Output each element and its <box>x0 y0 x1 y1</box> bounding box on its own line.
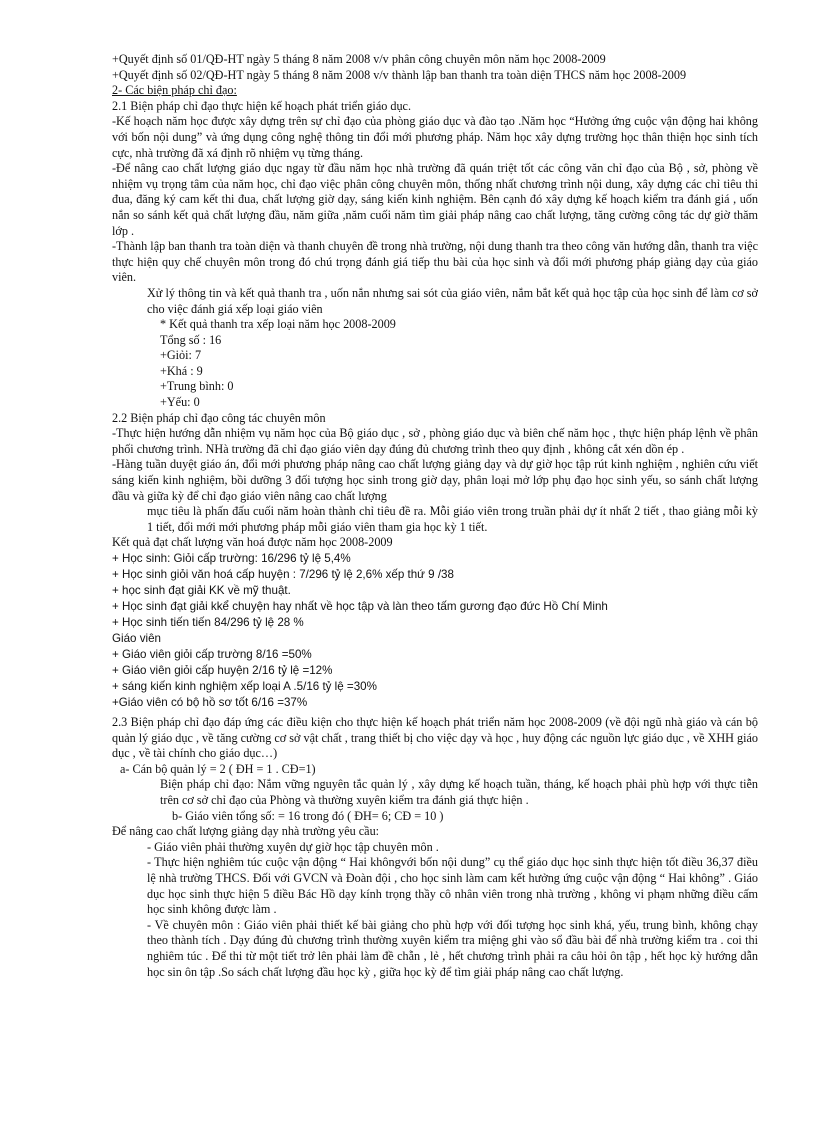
result-item: + Học sinh: Giỏi cấp trường: 16/296 tỷ lệ 5,4% <box>112 552 351 565</box>
inspection-average: +Trung bình: 0 <box>160 379 234 394</box>
paragraph-18: mục tiêu là phấn đấu cuối năm hoàn thành chỉ tiêu đề ra. Mỗi giáo viên trong truần phải dự ít nhất 2 tiết , thao giảng mỗi kỳ 1 tiết, đổi mới mới phương pháp mỗi giáo viên tham gia học kỳ 1 tiết. <box>147 504 758 534</box>
paragraph-16: -Thực hiện hướng dẫn nhiệm vụ năm học của Bộ giáo dục , sở , phòng giáo dục và biên chế năm học , thực hiện pháp lệnh về phân phối chương trình. NHà trường đã chỉ đạo giáo viên dạy đúng đủ chương trình theo quy định , không cắt xén dồn ép . <box>112 426 758 456</box>
paragraph-5: -Kế hoạch năm học được xây dựng trên sự chỉ đạo của phòng giáo dục và đào tạo .Năm học “Hưởng ứng cuộc vận động hai không với bốn nội dung” và ứng dụng công nghệ thông tin đổi mới phương pháp. Năm học xây dựng trường học thân thiện học sinh tích cực, nhà trường đã xá định rõ nhiệm vụ từng tháng. <box>112 114 758 160</box>
teacher-results-title: Giáo viên <box>112 632 161 645</box>
paragraph-35: - Giáo viên phải thường xuyên dự giờ học tập chuyên môn . <box>147 839 439 854</box>
results-title: Kết quả đạt chất lượng văn hoá được năm học 2008-2009 <box>112 535 393 550</box>
result-item: + Học sinh tiến tiến 84/296 tỷ lệ 28 % <box>112 616 304 629</box>
section-heading: 2- Các biện pháp chỉ đạo: <box>112 83 237 98</box>
staff-managers: a- Cán bộ quản lý = 2 ( ĐH = 1 . CĐ=1) <box>120 761 316 776</box>
subsection-heading: 2.1 Biện pháp chỉ đạo thực hiện kế hoạch phát triển giáo dục. <box>112 98 412 113</box>
staff-teachers: b- Giáo viên tổng số: = 16 trong đó ( ĐH= 6; CĐ = 10 ) <box>172 808 444 823</box>
result-item: + học sinh đạt giải KK về mỹ thuật. <box>112 584 291 597</box>
paragraph-32: Biện pháp chỉ đạo: Nắm vững nguyên tắc quản lý , xây dựng kế hoạch tuần, tháng, kế hoạch phải phù hợp với thực tiễn trên cơ sở chỉ đạo của Phòng và thường xuyên kiểm tra đánh giá thực hiện . <box>160 777 758 807</box>
result-item: + Học sinh giỏi văn hoá cấp huyện : 7/296 tỷ lệ 2,6% xếp thứ 9 /38 <box>112 568 454 581</box>
paragraph-37: - Về chuyên môn : Giáo viên phải thiết kế bài giảng cho phù hợp với đối tượng học sinh khá, yếu, trung bình, không chạy theo thành tích . Dạy đúng đủ chương trình thường xuyên kiểm tra miệng ghi vào sổ đầu bài để nhà trường kiểm tra . coi thi nghiêm túc . Để thi từ một tiết trở lên phải làm đề chẵn , lẻ , hết chương trình phải ra câu hỏi ôn tập , hết học kỳ hướng dẫn học sin ôn tập .So sách chất lượng đầu học kỳ , giữa học kỳ để tìm giải pháp nâng cao chất lượng. <box>147 917 758 979</box>
inspection-good: +Giỏi: 7 <box>160 348 202 363</box>
inspection-result-title: * Kết quả thanh tra xếp loại năm học 2008-2009 <box>160 317 396 332</box>
result-item: + Học sinh đạt giải kkể chuyện hay nhất về học tập và làn theo tấm gương đạo đức Hồ Chí Minh <box>112 600 608 613</box>
inspection-total: Tổng số : 16 <box>160 332 222 347</box>
paragraph-6: -Để nâng cao chất lượng giáo dục ngay từ đầu năm học nhà trường đã quán triệt tốt các công văn chỉ đạo của Bộ , sở, phòng về nhiệm vụ trọng tâm của năm học, chỉ đạo việc phân công chuyên môn, thống nhất chương trình nội dung, xây dựng các chỉ tiêu thi đua, đăng ký cam kết thi đua, chất lượng giờ dạy, sáng kiến kinh nghiệm. Bên cạnh đó xây dựng kế hoạch kiểm tra đánh giá , uốn nắn so sánh kết quả chất lượng đầu, năm giữa ,năm cuối năm tìm giải pháp nâng cao chất lượng, tăng cường công tác dự giờ thăm lớp . <box>112 161 758 238</box>
result-item: + Giáo viên giỏi cấp huyện 2/16 tỷ lệ =12% <box>112 664 333 677</box>
result-item: +Giáo viên có bộ hồ sơ tốt 6/16 =37% <box>112 696 308 709</box>
paragraph-2: +Quyết định số 02/QĐ-HT ngày 5 tháng 8 năm 2008 v/v thành lập ban thanh tra toàn diện THCS năm học 2008-2009 <box>112 67 687 82</box>
subsection-heading: 2.2 Biện pháp chỉ đạo công tác chuyên môn <box>112 410 326 425</box>
paragraph-36: - Thực hiện nghiêm túc cuộc vận động “ Hai khôngvới bốn nội dung” cụ thể giáo dục học sinh thực hiện tốt điều 36,37 điều lệ nhà trường THCS. Đối với GVCN và Đoàn đội , cho học sinh làm cam kết hưởng ứng cuộc vận động “ Hai không” . Giáo dục học sinh thực hiện 5 điều Bác Hồ dạy kính trọng thầy cô nhân viên trong nhà trường , không vi phạm những điều cấm học sinh không được làm . <box>147 855 758 917</box>
subsection-heading: 2.3 Biện pháp chỉ đạo đáp ứng các điều kiện cho thực hiện kế hoạch phát triển năm học 2008-2009 (về đội ngũ nhà giáo và cán bộ quản lý giáo dục , về tăng cường cơ sở vật chất , trang thiết bị cho việc dạy và học , huy động các nguồn lực giáo dục , về XHH giáo dục , về tài chính cho giáo dục…) <box>112 715 758 761</box>
paragraph-1: +Quyết định số 01/QĐ-HT ngày 5 tháng 8 năm 2008 v/v phân công chuyên môn năm học 2008-2009 <box>112 52 606 66</box>
inspection-fair: +Khá : 9 <box>160 363 203 378</box>
paragraph-8: Xử lý thông tin và kết quả thanh tra , uốn nắn nhưng sai sót của giáo viên, nắm bắt kết quả học tập của học sinh để làm cơ sở cho việc đánh giá xếp loại giáo viên <box>147 285 758 316</box>
result-item: + Giáo viên giỏi cấp trường 8/16 =50% <box>112 648 312 661</box>
document-page <box>112 52 758 980</box>
result-item: + sáng kiến kinh nghiệm xếp loại A .5/16 tỷ lệ =30% <box>112 680 377 693</box>
inspection-weak: +Yếu: 0 <box>160 395 200 410</box>
paragraph-17: -Hàng tuần duyệt giáo án, đổi mới phương pháp nâng cao chất lượng giảng dạy và dự giờ học tập rút kinh nghiệm , nghiên cứu viết sáng kiến kinh nghiệm, bồi dưỡng 3 đối tượng học sinh trong giờ dạy, phân loại mở lớp phụ đạo học sinh yếu, so sánh chất lượng đầu và giữa kỳ để chỉ đạo giáo viên nâng cao chất lượng <box>112 457 758 503</box>
paragraph-34: Để nâng cao chất lượng giảng dạy nhà trường yêu cầu: <box>112 824 380 839</box>
paragraph-7: -Thành lập ban thanh tra toàn diện và thanh chuyên đề trong nhà trường, nội dung thanh tra theo công văn hướng dẫn, thanh tra việc thực hiện quy chế chuyên môn trong đó chú trọng đánh giá tiếp thu bài của học sinh và đổi mới phương pháp giảng dạy của giáo viên. <box>112 239 758 285</box>
